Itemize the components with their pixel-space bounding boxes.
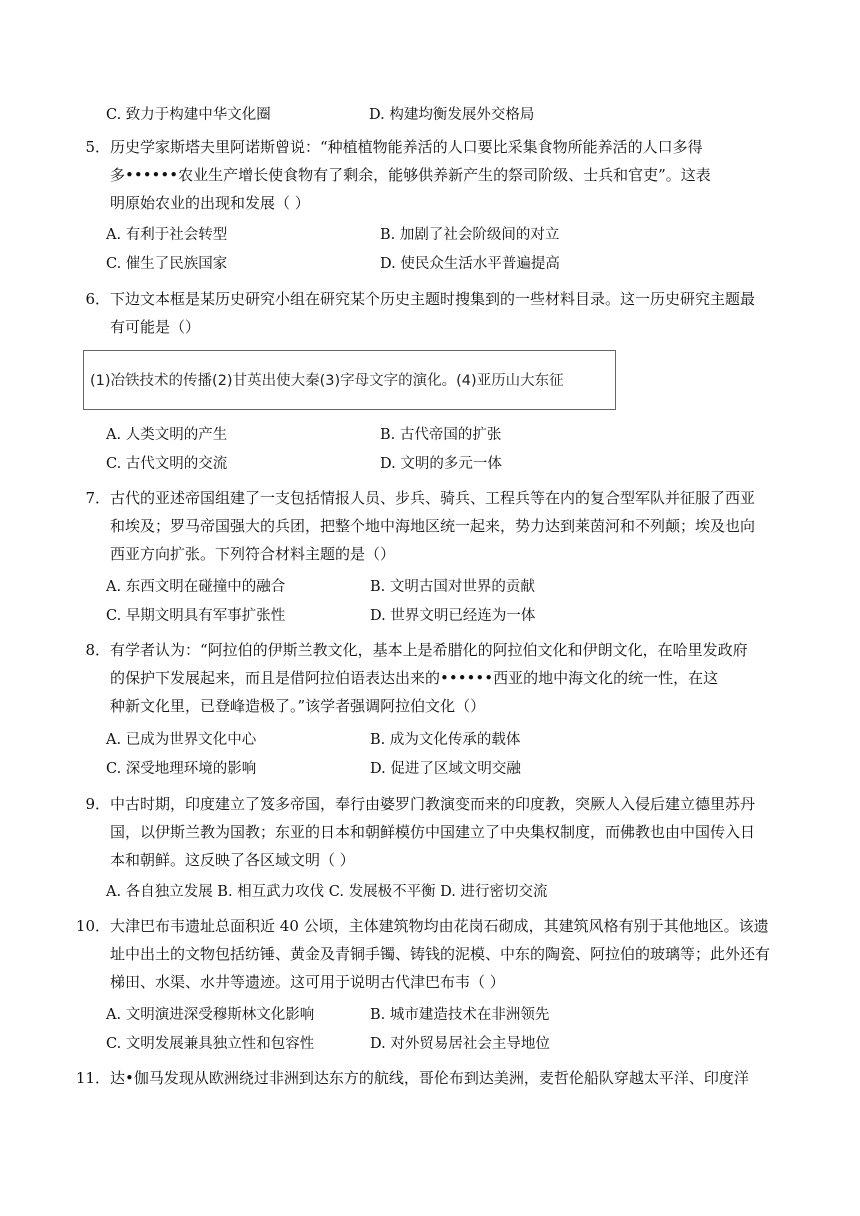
q5-number: 5． (85, 138, 110, 156)
q5-option-a: A. 有利于社会转型 (106, 227, 228, 243)
q7-option-b: B. 文明古国对世界的贡献 (370, 579, 535, 595)
q11-number: 11． (75, 1069, 110, 1087)
q7-option-c: C. 早期文明具有军事扩张性 (106, 608, 286, 624)
q10-option-d: D. 对外贸易居社会主导地位 (370, 1036, 550, 1052)
q6-number: 6． (85, 290, 110, 308)
q6-option-a: A. 人类文明的产生 (106, 427, 228, 443)
q9-number: 9． (85, 795, 110, 813)
q9-stem-line3: 本和朝鲜。这反映了各区域文明（ ） (110, 851, 355, 869)
q11-stem-line1: 达•伽马发现从欧洲绕过非洲到达东方的航线，哥伦布到达美洲，麦哲伦船队穿越太平洋、印度洋 (110, 1069, 749, 1087)
q10-option-a: A. 文明演进深受穆斯林文化影响 (106, 1007, 315, 1023)
q5-stem-line3: 明原始农业的出现和发展（ ） (110, 194, 310, 212)
q7-option-d: D. 世界文明已经连为一体 (370, 608, 536, 624)
q6-option-c: C. 古代文明的交流 (106, 456, 228, 472)
q8-option-d: D. 促进了区域文明交融 (370, 761, 521, 777)
q10-stem-line3: 梯田、水渠、水井等遗迹。这可用于说明古代津巴布韦（ ） (110, 973, 505, 991)
material-list: (1)冶铁技术的传播(2)甘英出使大秦(3)字母文字的演化。(4)亚历山大东征 (90, 373, 564, 389)
q8-option-b: B. 成为文化传承的载体 (370, 732, 521, 748)
q5-stem-line1: 历史学家斯塔夫里阿诺斯曾说：“种植植物能养活的人口要比采集食物所能养活的人口多得 (110, 138, 703, 156)
q4-option-d: D. 构建均衡发展外交格局 (369, 107, 535, 123)
q8-stem-line1: 有学者认为：“阿拉伯的伊斯兰教文化，基本上是希腊化的阿拉伯文化和伊朗文化，在哈里发政府 (110, 641, 748, 659)
q7-stem-line3: 西亚方向扩张。下列符合材料主题的是（） (110, 545, 396, 563)
q7-stem-line2: 和埃及；罗马帝国强大的兵团，把整个地中海地区统一起来，势力达到莱茵河和不列颠；埃及也向 (110, 517, 756, 535)
q5-stem-line2: 多••••••农业生产增长使食物有了剩余，能够供养新产生的祭司阶级、士兵和官吏”。这表 (110, 166, 711, 184)
q10-option-b: B. 城市建造技术在非洲领先 (370, 1007, 550, 1023)
q5-option-c: C. 催生了民族国家 (106, 256, 228, 272)
q9-stem-line2: 国，以伊斯兰教为国教；东亚的日本和朝鲜模仿中国建立了中央集权制度，而佛教也由中国传入日 (110, 823, 756, 841)
q5-option-d: D. 使民众生活水平普遍提高 (380, 256, 560, 272)
q7-option-a: A. 东西文明在碰撞中的融合 (106, 579, 286, 595)
q6-option-d: D. 文明的多元一体 (380, 456, 502, 472)
q5-option-b: B. 加剧了社会阶级间的对立 (380, 227, 560, 243)
q7-number: 7． (85, 489, 110, 507)
q8-stem-line3: 种新文化里，已登峰造极了。”该学者强调阿拉伯文化（） (110, 697, 486, 715)
q8-stem-line2: 的保护下发展起来，而且是借阿拉伯语表达出来的••••••西亚的地中海文化的统一性，在这 (110, 669, 719, 687)
q6-stem-line2: 有可能是（） (110, 318, 201, 336)
q9-stem-line1: 中古时期，印度建立了笈多帝国，奉行由婆罗门教演变而来的印度教，突厥人入侵后建立德里苏丹 (110, 795, 756, 813)
q8-number: 8． (85, 641, 110, 659)
q10-stem-line1: 大津巴布韦遗址总面积近 40 公顷，主体建筑物均由花岗石砌成，其建筑风格有别于其他地区。该遗 (110, 917, 769, 935)
q8-option-c: C. 深受地理环境的影响 (106, 761, 257, 777)
q6-option-b: B. 古代帝国的扩张 (380, 427, 502, 443)
q10-number: 10． (75, 917, 110, 935)
q4-option-c: C. 致力于构建中华文化圈 (106, 107, 271, 123)
q10-stem-line2: 址中出土的文物包括纺锤、黄金及青铜手镯、铸钱的泥模、中东的陶瓷、阿拉伯的玻璃等；此外还有 (110, 945, 771, 963)
material-text-box (83, 350, 616, 410)
q7-stem-line1: 古代的亚述帝国组建了一支包括情报人员、步兵、骑兵、工程兵等在内的复合型军队并征服了西亚 (110, 489, 756, 507)
q10-option-c: C. 文明发展兼具独立性和包容性 (106, 1036, 315, 1052)
q8-option-a: A. 已成为世界文化中心 (106, 732, 257, 748)
q9-options: A. 各自独立发展 B. 相互武力攻伐 C. 发展极不平衡 D. 进行密切交流 (106, 884, 548, 900)
q6-stem-line1: 下边文本框是某历史研究小组在研究某个历史主题时搜集到的一些材料目录。这一历史研究主题最 (110, 290, 756, 308)
